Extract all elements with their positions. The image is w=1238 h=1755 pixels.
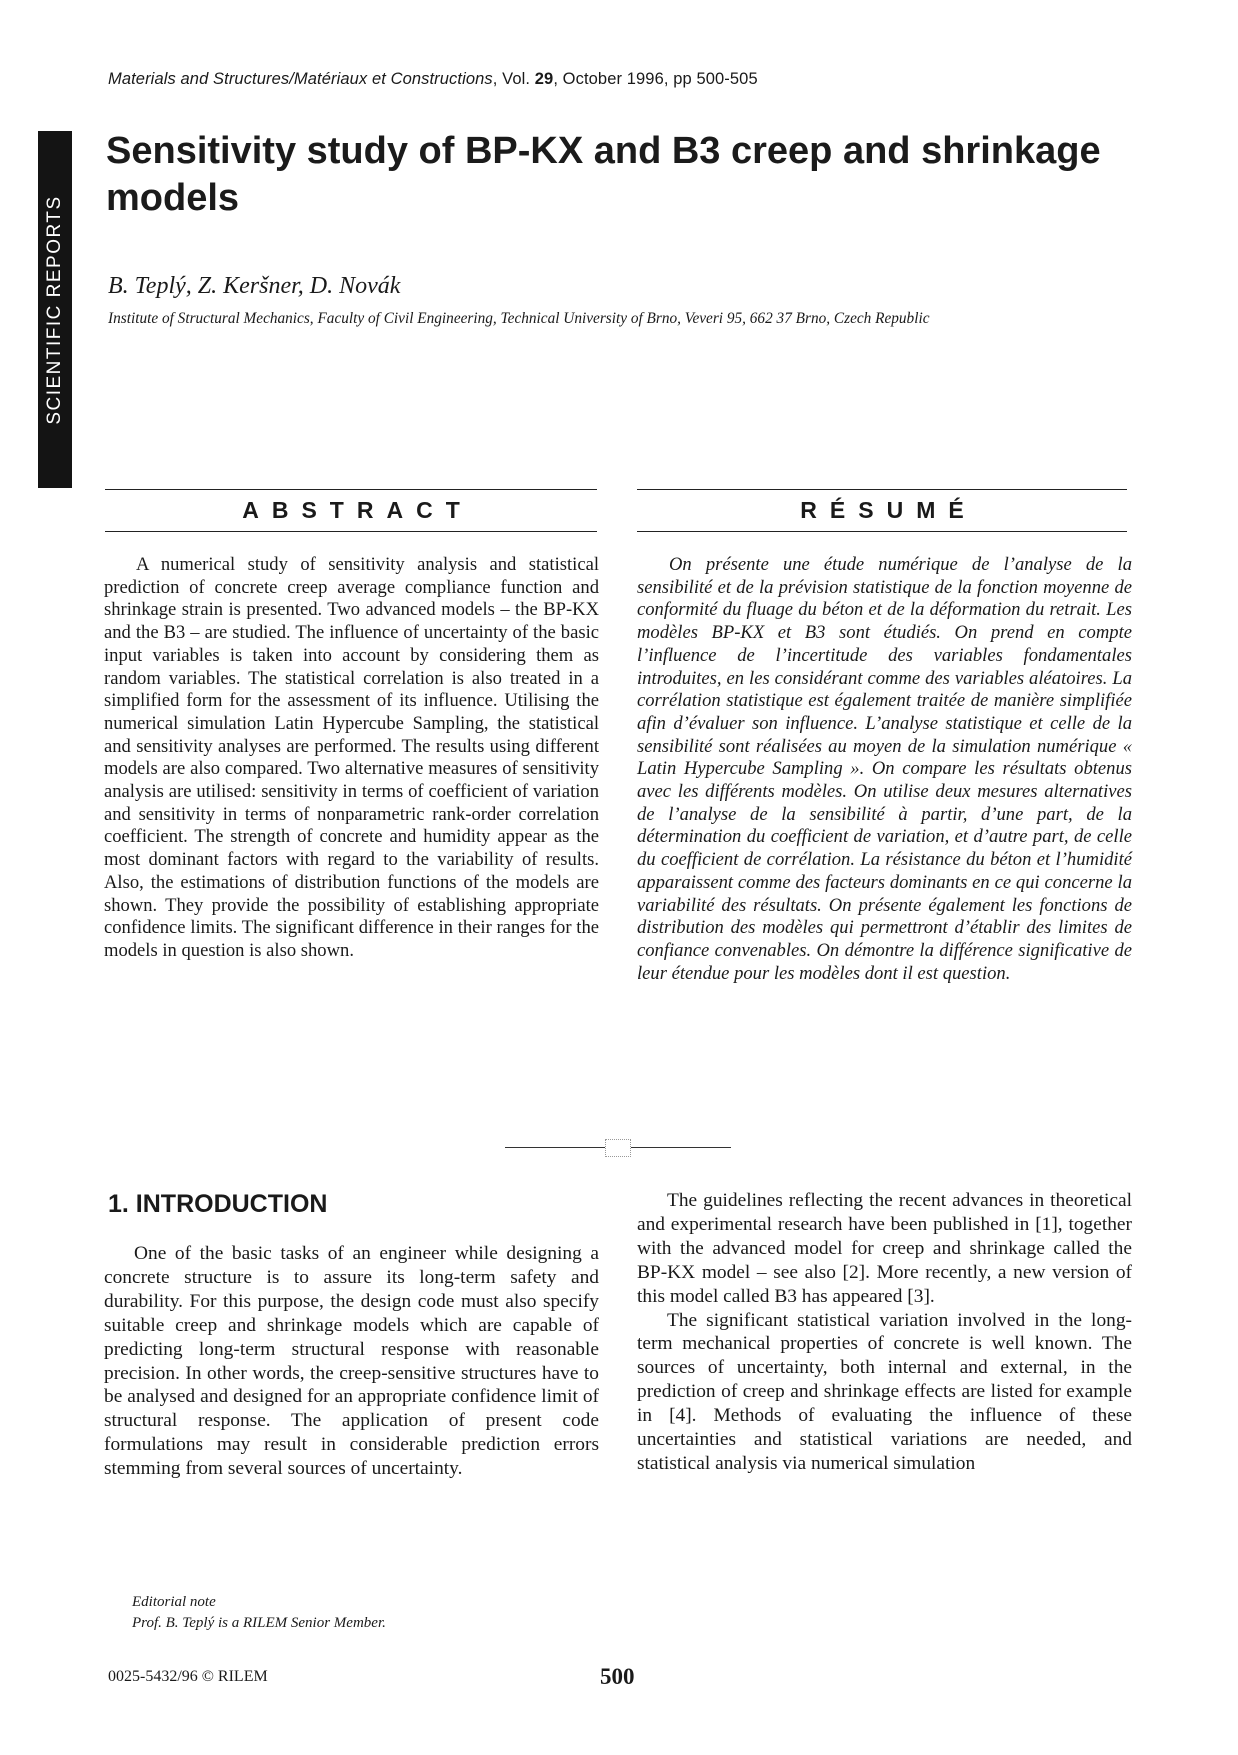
editorial-note	[132, 1592, 386, 1634]
volume-label: , Vol.	[492, 70, 535, 88]
resume-bottom-rule	[637, 531, 1127, 532]
intro-right-column	[637, 1189, 1132, 1476]
abstract-heading: ABSTRACT	[242, 497, 473, 523]
volume-number: 29	[534, 70, 554, 88]
section-side-tab	[38, 131, 72, 488]
journal-citation	[108, 70, 758, 89]
abstract-top-rule	[105, 489, 597, 490]
side-tab-label: SCIENTIFIC REPORTS	[44, 194, 65, 425]
authors: B. Teplý, Z. Keršner, D. Novák	[108, 273, 401, 299]
paper-title: Sensitivity study of BP-KX and B3 creep and shrinkage models	[106, 130, 1101, 219]
journal-name: Materials and Structures/Matériaux et Constructions	[108, 70, 493, 88]
intro-paragraph-2: The guidelines reflecting the recent advances in theoretical and experimental research have been published in [1], together with the advanced model for creep and shrinkage called the BP-KX model – see also [2]. More recently, a new version of this model called B3 has appeared [3].	[637, 1190, 1132, 1307]
intro-paragraph-3: The significant statistical variation involved in the long-term mechanical properties of concrete is well known. The sources of uncertainty, both internal and external, in the prediction of creep and shrinkage effects are listed for example in [4]. Methods of evaluating the influence of these uncertainties and statistical variations are needed, and statistical analysis via numerical simulation	[637, 1309, 1132, 1474]
intro-paragraph-1: One of the basic tasks of an engineer while designing a concrete structure is to assure its long-term safety and durability. For this purpose, the design code must also specify suitable creep and shrinkage models which are capable of predicting long-term structural response with reasonable precision. In other words, the creep-sensitive structures have to be analysed and designed for an appropriate confidence limit of structural response. The application of present code formulations may result in considerable prediction errors stemming from several sources of uncertainty.	[104, 1243, 599, 1480]
editorial-note-label: Editorial note	[132, 1594, 216, 1610]
page-number: 500	[600, 1664, 635, 1689]
abstract-text: A numerical study of sensitivity analysis and statistical prediction of concrete creep average compliance function and shrinkage strain is presented. Two advanced models – the BP-KX and the B3 – are studied. The influence of uncertainty of the basic input variables is taken into account by considering them as random variables. The statistical correlation is also treated in a simplified form for the assessment of its influence. Utilising the numerical simulation Latin Hypercube Sampling, the statistical and sensitivity analyses are performed. The results using different models are also compared. Two alternative measures of sensitivity analysis are utilised: sensitivity in terms of coefficient of variation and sensitivity in terms of nonparametric rank-order correlation coefficient. The strength of concrete and humidity appear as the most dominant factors with regard to the variability of results. Also, the estimations of distribution functions of the models are shown. They provide the possibility of establishing appropriate confidence limits. The significant difference in their ranges for the models in question is also shown.	[104, 554, 599, 961]
resume-top-rule	[637, 489, 1127, 490]
divider-ornament-icon	[605, 1139, 631, 1157]
intro-left-column	[104, 1242, 599, 1481]
issue-date-pages: , October 1996, pp 500-505	[553, 70, 758, 88]
abstract-bottom-rule	[105, 531, 597, 532]
resume-heading: RÉSUMÉ	[800, 497, 977, 523]
section-divider	[505, 1138, 731, 1158]
affiliation: Institute of Structural Mechanics, Faculty of Civil Engineering, Technical University of Brno, Veveri 95, 662 37 Brno, Czech Republic	[108, 310, 930, 327]
editorial-note-text: Prof. B. Teplý is a RILEM Senior Member.	[132, 1615, 386, 1631]
introduction-heading: 1. INTRODUCTION	[108, 1190, 328, 1218]
resume-text: On présente une étude numérique de l’analyse de la sensibilité et de la prévision statistique de la fonction moyenne de conformité du fluage du béton et de la déformation du retrait. Les modèles BP-KX et B3 sont étudiés. On prend en compte l’influence de l’incertitude des variables fondamentales introduites, en les considérant comme des variables aléatoires. La corrélation statistique est également traitée de manière simplifiée afin d’évaluer son influence. L’analyse statistique et celle de la sensibilité sont réalisées au moyen de la simulation numérique « Latin Hypercube Sampling ». On compare les résultats obtenus avec les différents modèles. On utilise deux mesures alternatives de l’analyse de la sensibilité à partir, d’une part, de la détermination du coefficient de variation, et d’autre part, de celle du coefficient de corrélation. La résistance du béton et l’humidité apparaissent comme des facteurs dominants en ce qui concerne la variabilité des résultats. On présente également les fonctions de distribution des modèles qui permettront d’établir des limites de confiance convenables. On démontre la différence significative de leur étendue pour les modèles dont il est question.	[637, 554, 1132, 984]
footer-code: 0025-5432/96 © RILEM	[108, 1668, 268, 1685]
